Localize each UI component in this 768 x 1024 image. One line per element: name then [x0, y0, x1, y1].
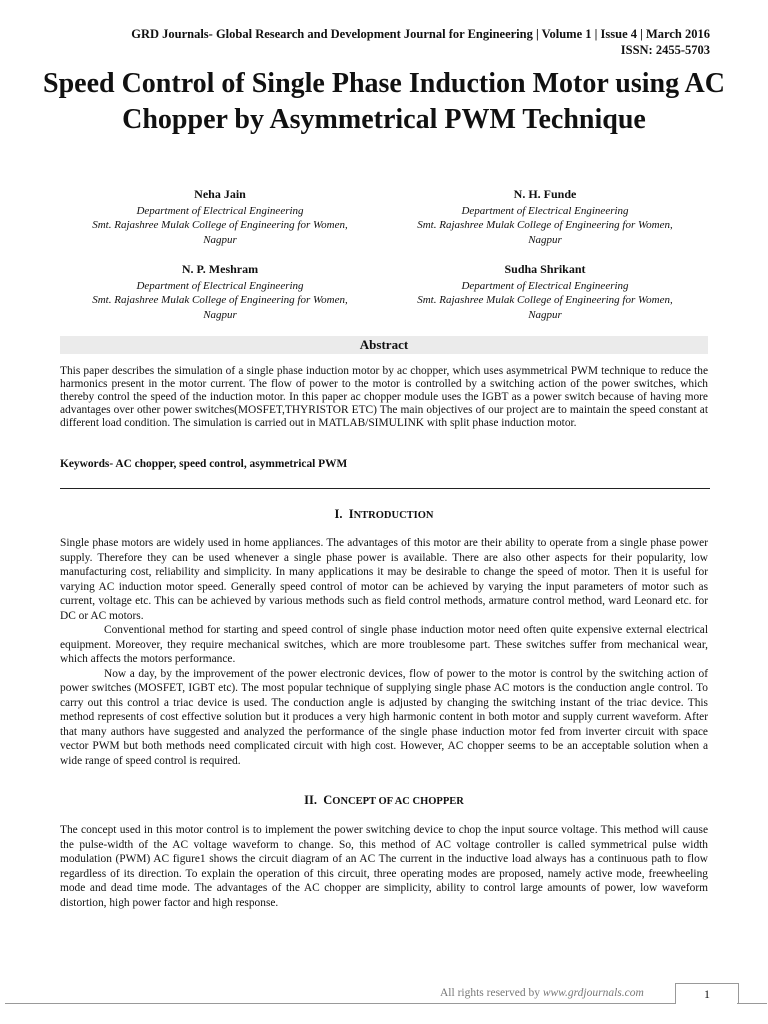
- section-body-introduction: [60, 536, 708, 768]
- paper-title: Speed Control of Single Phase Induction Motor using AC Chopper by Asymmetrical PWM Technique: [43, 68, 725, 135]
- author-dept: Department of Electrical Engineering: [136, 279, 304, 292]
- paragraph: Conventional method for starting and speed control of single phase induction motor need often quite expensive external electrical equipment. Moreover, they require mechanical switches, which are more troublesome part. These switches suffer from mechanical wear, which affects the motors performance.: [60, 624, 708, 665]
- section-title-rest: ONCEPT OF AC CHOPPER: [332, 796, 464, 807]
- section-heading-introduction: [60, 507, 708, 522]
- section-heading-ac-chopper: [60, 793, 708, 808]
- author-college: Smt. Rajashree Mulak College of Engineering for Women,: [92, 294, 348, 306]
- author-dept: Department of Electrical Engineering: [461, 204, 629, 217]
- journal-header: [131, 26, 710, 58]
- author-name: N. H. Funde: [513, 187, 577, 201]
- section-number: I.: [334, 507, 343, 521]
- author-dept: Department of Electrical Engineering: [136, 204, 304, 217]
- author-block: [55, 262, 385, 322]
- journal-line: GRD Journals- Global Research and Development Journal for Engineering | Volume 1 | Issue 4 | March 2016: [131, 27, 710, 41]
- site-link[interactable]: www.grdjournals.com: [542, 987, 644, 999]
- section-title-initial: C: [323, 793, 333, 807]
- author-name: Neha Jain: [194, 187, 246, 201]
- author-dept: Department of Electrical Engineering: [461, 279, 629, 292]
- abstract-text: This paper describes the simulation of a single phase induction motor by ac chopper, which uses asymmetrical PWM technique to reduce the harmonics present in the motor current. The flow of power to the motor is controlled by a switching action of the power switches, which thereby control the speed of the induction motor. In this paper ac chopper module uses the IGBT as a power switch because of having more advantages over other power switches(MOSFET,THYRISTOR ETC) The main objectives of our project are to maintain the speed constant at different load condition. The simulation is carried out in MATLAB/SIMULINK with split phase induction motor.: [60, 365, 708, 429]
- keywords: Keywords- AC chopper, speed control, asymmetrical PWM: [60, 458, 348, 470]
- section-title-rest: NTRODUCTION: [353, 510, 434, 521]
- author-name: Sudha Shrikant: [504, 262, 586, 276]
- author-block: [380, 262, 710, 322]
- abstract-heading: Abstract: [60, 336, 708, 354]
- rights-text: All rights reserved by: [440, 987, 540, 999]
- author-block: [380, 187, 710, 247]
- footer-rights: [440, 987, 644, 999]
- footer-rule: [5, 1003, 675, 1004]
- footer-rule-right: [737, 1003, 767, 1004]
- author-college: Smt. Rajashree Mulak College of Engineering for Women,: [417, 219, 673, 231]
- author-city: Nagpur: [528, 308, 562, 321]
- author-city: Nagpur: [203, 308, 237, 321]
- section-title-initial: I: [348, 507, 354, 521]
- divider: [60, 488, 710, 489]
- paragraph: Now a day, by the improvement of the power electronic devices, flow of power to the motor is control by the switching action of power switches (MOSFET, IGBT etc). The most popular technique of supplying single phase AC motors is the conduction angle control. To carry out this control a triac device is used. The conduction angle is adjusted by changing the switching instant of the triac device. This method represents of cost effective solution but it produces a very high harmonic content in both motor and supply current waveform. After that many authors have suggested and analyzed the performance of the single phase induction motor fed from inverter circuit with space vector PWM but both methods need complicated circuit with high cost. However, AC chopper seems to be an acceptable solution when a wide range of speed control is required.: [60, 667, 708, 767]
- author-college: Smt. Rajashree Mulak College of Engineering for Women,: [417, 294, 673, 306]
- author-name: N. P. Meshram: [181, 262, 259, 276]
- author-block: [55, 187, 385, 247]
- paragraph: Single phase motors are widely used in home appliances. The advantages of this motor are their ability to operate from a single phase power supply. Therefore they can be used whenever a single phase power is available. There are also other aspects for their popularity, low manufacturing cost, reliability and simplicity. In many applications it may be desirable to change the speed of motor. Then it is useful for varying AC induction motor speed. Generally speed control of motor can be achieved by varying the input parameters of motor such as current, voltage etc. This can be achieved by various methods such as field control methods, armature control method, ward Leonard etc. for DC or AC motors.: [60, 537, 708, 622]
- author-city: Nagpur: [528, 233, 562, 246]
- author-city: Nagpur: [203, 233, 237, 246]
- paragraph: The concept used in this motor control is to implement the power switching device to chop the input source voltage. This method will cause the pulse-width of the AC voltage waveform to change. So, this method of AC voltage controller is called symmetrical pulse width modulation (PWM) AC figure1 shows the circuit diagram of an AC The current in the inductive load always has a continuous path to flow regardless of its direction. To explain the operation of this circuit, three operating modes are proposed, namely active mode, freewheeling mode and dead time mode. The advantages of the AC chopper are simplicity, ability to control large amounts of power, low waveform distortion, high power factor and high response.: [60, 824, 708, 909]
- page-number: 1: [675, 983, 739, 1004]
- author-college: Smt. Rajashree Mulak College of Engineering for Women,: [92, 219, 348, 231]
- issn: ISSN: 2455-5703: [620, 43, 710, 57]
- section-number: II.: [304, 793, 317, 807]
- section-body-ac-chopper: [60, 823, 708, 910]
